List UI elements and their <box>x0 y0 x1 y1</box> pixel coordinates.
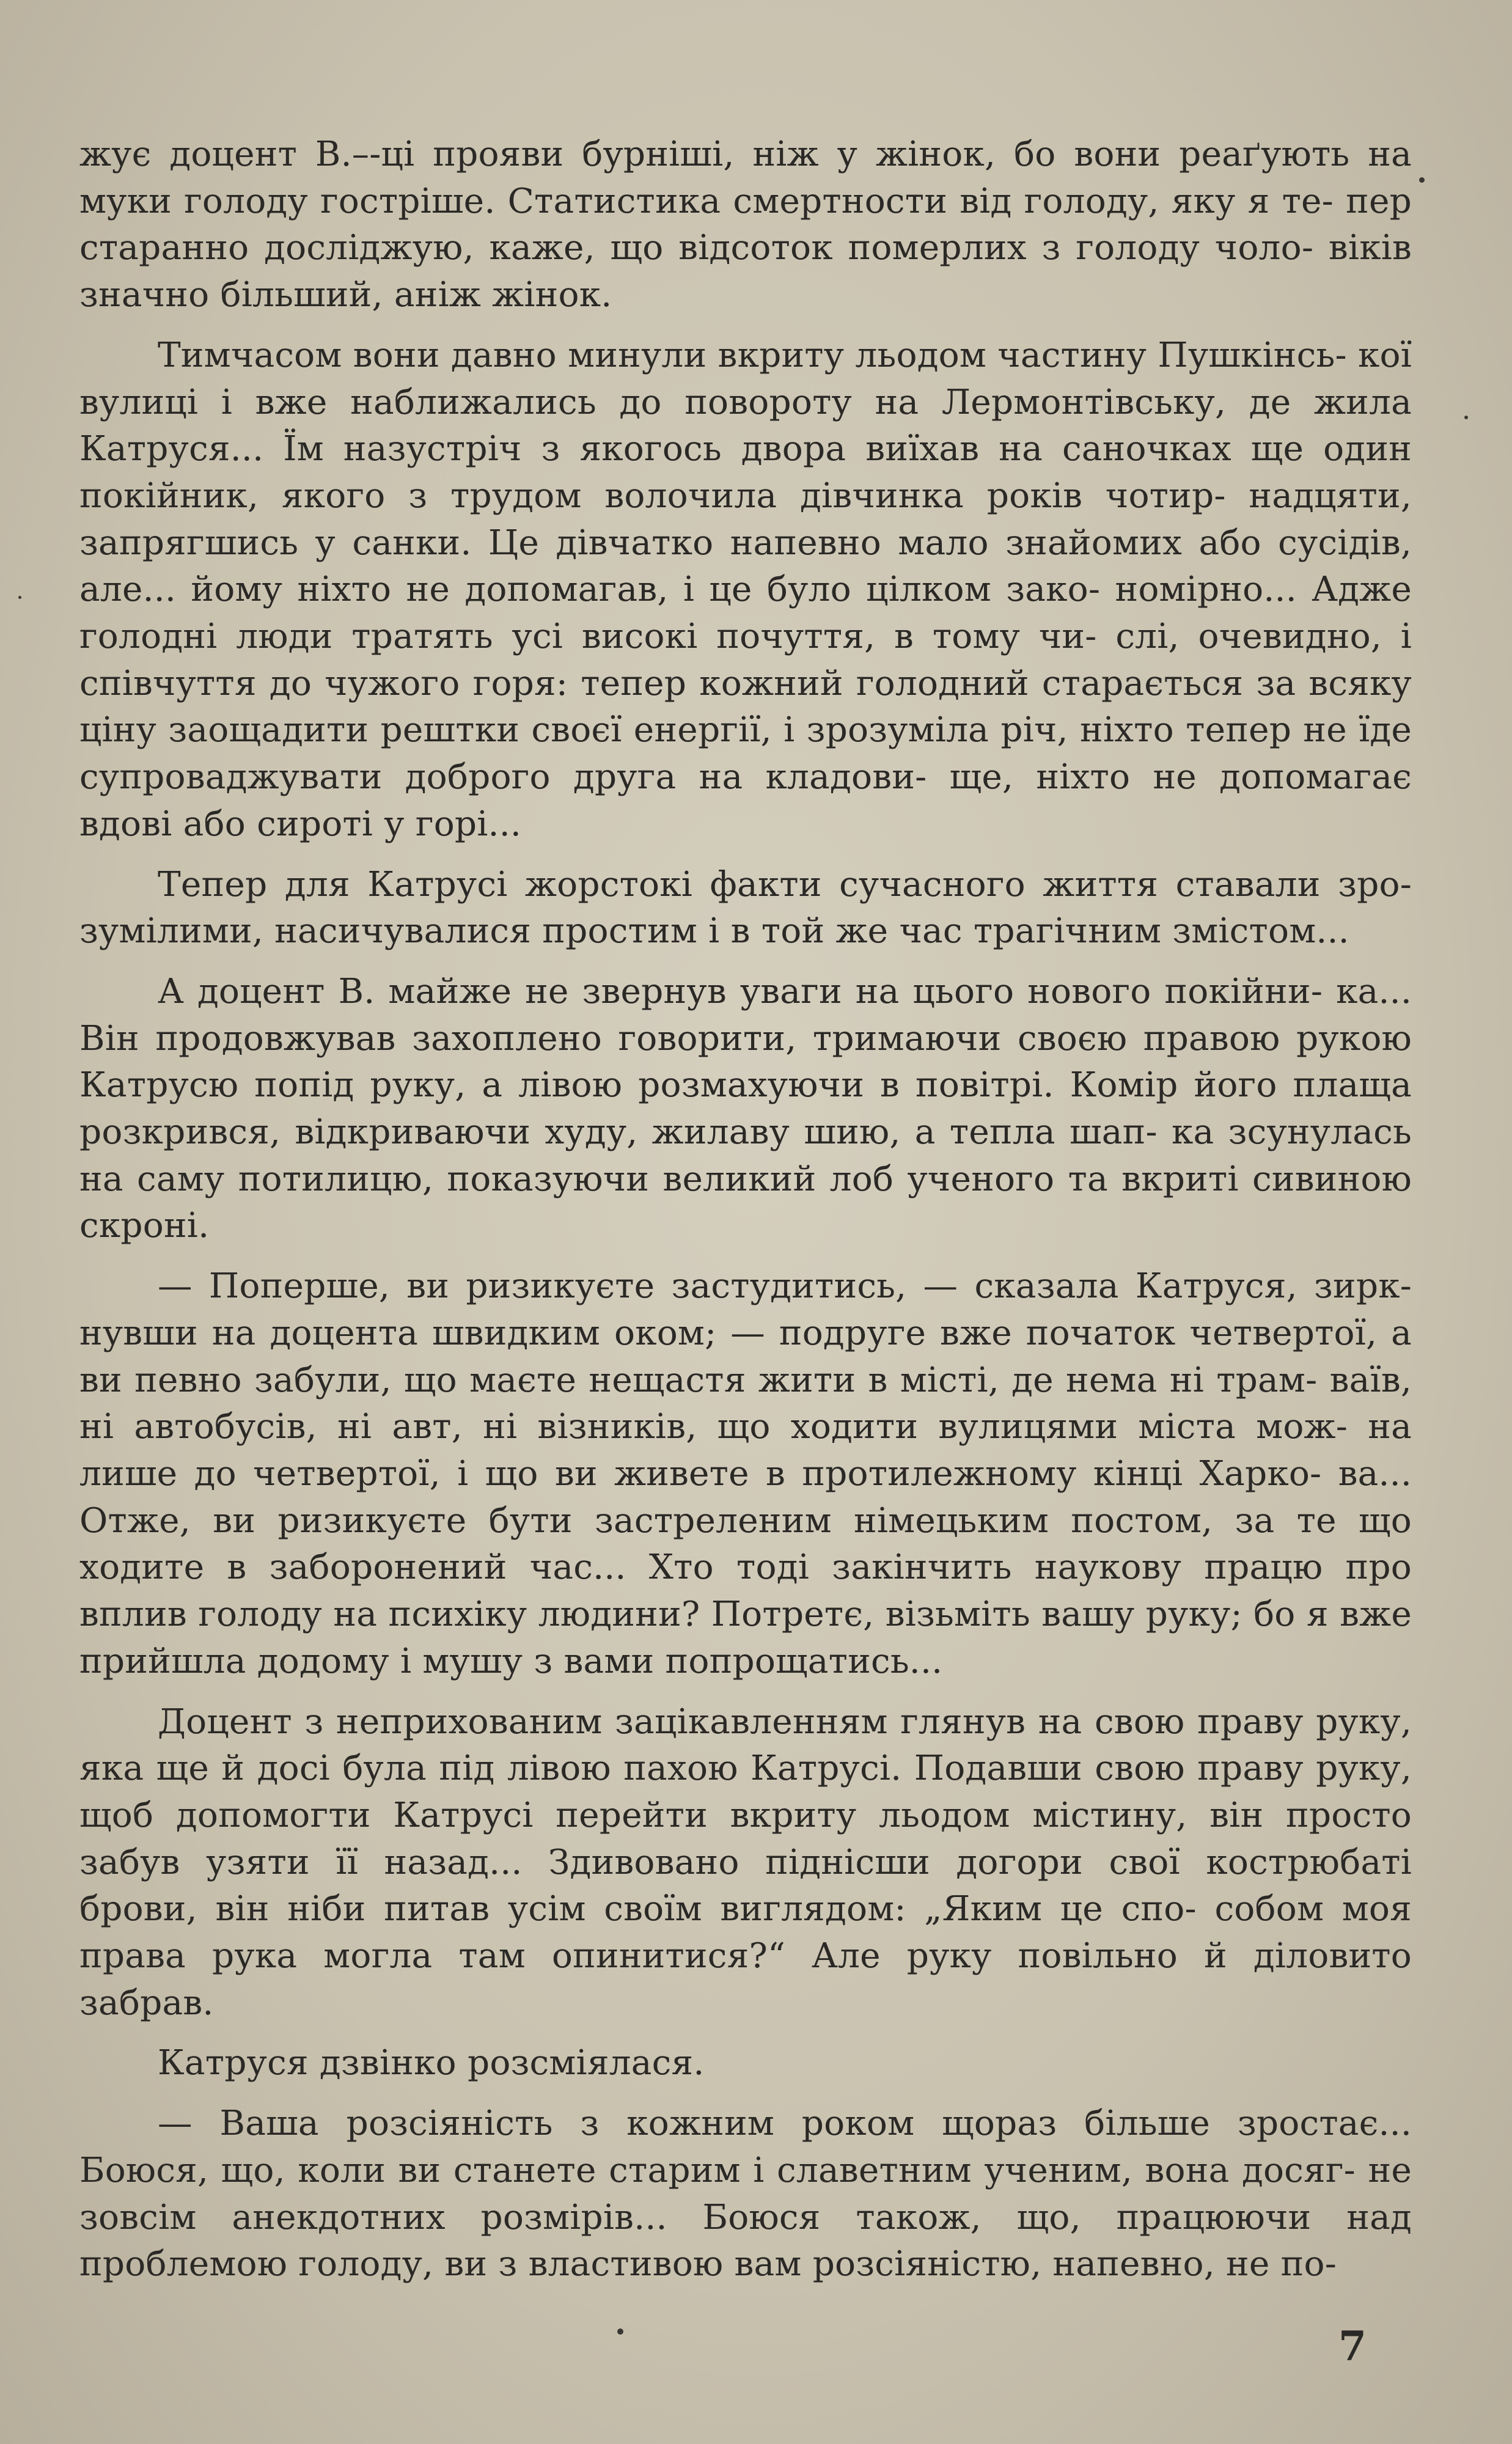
text-line: що ходите в заборонений час... Хто тоді закінчить наукову працю <box>79 1500 1412 1588</box>
text-line: жила Катруся... Їм назустріч з якогось двора виїхав на саночках <box>79 382 1412 469</box>
text-line: ка... Він продовжував захоплено говорити, тримаючи своєю правою <box>79 971 1412 1059</box>
text-line: бо я вже прийшла додому і мушу з вами попрощатись... <box>79 1594 1412 1681</box>
print-speck <box>617 2328 623 2335</box>
text-line: він просто забув узяти її назад... Здивовано піднісши догори свої <box>79 1795 1412 1882</box>
paragraph-8 <box>79 2101 1412 2288</box>
text-line: нувши на доцента швидким оком; — подруге вже початок четвертої, <box>79 1313 1378 1353</box>
text-line: віків значно більший, аніж жінок. <box>79 228 1412 315</box>
text-line: Доцент з неприхованим зацікавленням глянув на свою праву <box>158 1701 1304 1742</box>
paragraph-6 <box>79 1699 1412 2027</box>
paragraph-3 <box>79 862 1412 955</box>
paragraph-1 <box>79 131 1412 319</box>
text-line: ка зсунулась на саму потилицю, показуючи великий лоб ученого та <box>79 1112 1412 1199</box>
text-line: собом моя права рука могла там опинитися?“ Але руку повільно й <box>79 1889 1412 1976</box>
text-line: кої вулиці і вже наближались до повороту на Лермонтівську, де <box>79 335 1412 422</box>
text-line: зумілими, насичувалися простим і в той же час трагічним змістом... <box>79 911 1349 952</box>
paragraph-4 <box>79 969 1412 1250</box>
text-line: надцяти, запрягшись у санки. Це дівчатко напевно мало знайомих <box>79 475 1412 563</box>
text-line: жує доцент В.–-ці прояви бурніші, ніж у жінок, бо вони реаґують на <box>79 134 1412 174</box>
body-text <box>79 131 1412 2288</box>
print-speck <box>18 596 21 599</box>
paragraph-5 <box>79 1263 1412 1685</box>
text-line: номірно... Адже голодні люди тратять усі високі почуття, в тому чи- <box>79 570 1412 657</box>
print-speck <box>1464 416 1468 419</box>
text-line: праву руку, щоб допомогти Катрусі перейти вкриту льодом містину, <box>79 1749 1412 1835</box>
text-line: або сусідів, але... йому ніхто не допомагав, і це було цілком зако- <box>79 523 1412 610</box>
text-line: Катруся дзвінко розсміялася. <box>158 2043 705 2083</box>
text-line: рукою Катрусю попід руку, а лівою розмахуючи в повітрі. Комір <box>79 1018 1412 1106</box>
text-line: ще, ніхто не допомагає вдові або сироті у горі... <box>79 757 1412 844</box>
text-line: не зовсім анекдотних розмірів... Боюся також, що, працюючи над <box>79 2150 1412 2237</box>
text-line: про вплив голоду на психіку людини? Потретє, візьміть вашу руку; <box>79 1547 1412 1635</box>
text-line: річ, ніхто тепер не їде супроваджувати доброго друга на кладови- <box>79 710 1412 798</box>
print-speck <box>1419 177 1425 183</box>
text-line: Боюся, що, коли ви станете старим і славетним ученим, вона досяг- <box>79 2150 1356 2190</box>
text-line: вкриті сивиною скроні. <box>79 1159 1412 1246</box>
text-line: пер старанно досліджую, каже, що відсоток померлих з голоду чоло- <box>79 181 1412 268</box>
text-line: ваїв, ні автобусів, ні авт, ні візників, що ходити вулицями міста мож- <box>79 1360 1412 1447</box>
paragraph-7 <box>79 2040 1412 2087</box>
text-line: муки голоду гостріше. Статистика смертности від голоду, яку я те- <box>79 181 1334 221</box>
text-line: ва... Отже, ви ризикуєте бути застреленим німецьким постом, за те <box>79 1453 1412 1541</box>
text-line: ще один покійник, якого з трудом волочила дівчинка років чотир- <box>79 429 1412 516</box>
text-line: кострюбаті брови, він ніби питав усім своїм виглядом: „Яким це спо- <box>79 1842 1412 1929</box>
paragraph-2 <box>79 332 1412 848</box>
text-line: проблемою голоду, ви з властивою вам розсіяністю, напевно, не по- <box>79 2244 1337 2284</box>
text-line: — Ваша розсіяність з кожним роком щораз більше зростає... <box>158 2104 1412 2144</box>
text-line: слі, очевидно, і співчуття до чужого горя: тепер кожний голодний <box>79 617 1412 703</box>
text-line: на лише до четвертої, і що ви живете в протилежному кінці Харко- <box>79 1407 1412 1494</box>
text-line: А доцент В. майже не звернув уваги на цього нового покійни- <box>158 971 1323 1011</box>
text-line: руку, яка ще й досі була під лівою пахою Катрусі. Подавши свою <box>79 1701 1412 1789</box>
page-number: 7 <box>1338 2322 1367 2370</box>
text-line: а ви певно забули, що маєте нещастя жити в місті, де нема ні трам- <box>79 1313 1412 1400</box>
text-line: Тимчасом вони давно минули вкриту льодом частину Пушкінсь- <box>158 335 1347 375</box>
text-line: його плаща розкрився, відкриваючи худу, жилаву шию, а тепла шап- <box>79 1065 1412 1153</box>
text-line: — Поперше, ви ризикуєте застудитись, — сказала Катруся, зирк- <box>158 1266 1412 1307</box>
text-line: діловито забрав. <box>79 1936 1412 2023</box>
text-line: старається за всяку ціну заощадити рештки своєї енергії, і зрозуміла <box>79 663 1412 750</box>
text-line: Тепер для Катрусі жорстокі факти сучасного життя ставали зро- <box>158 864 1412 905</box>
